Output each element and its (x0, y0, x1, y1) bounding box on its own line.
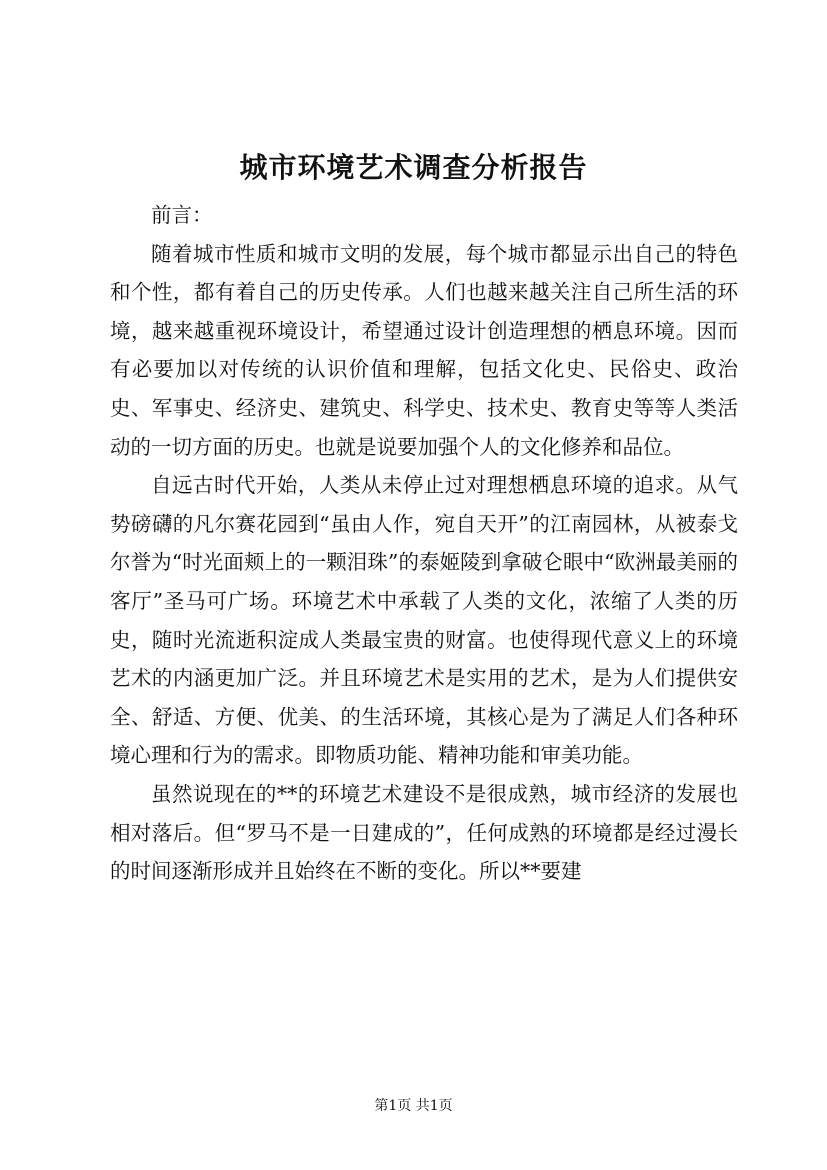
document-title: 城市环境艺术调查分析报告 (239, 151, 588, 184)
page-number-label: 第1页 共1页 (374, 1098, 453, 1114)
paragraph-preface-heading: 前言： (151, 203, 213, 227)
paragraph-2: 自远古时代开始，人类从未停止过对理想栖息环境的追求。从气势磅礴的凡尔赛花园到“虽由人作，宛自天开”的江南园林，从被泰戈尔誉为“时光面颊上的一颗泪珠”的泰姬陵到拿破仑眼中“欧洲最美丽的客厅”圣马可广场。环境艺术中承载了人类的文化，浓缩了人类的历史，随时光流逝积淀成人类最宝贵的财富。也使得现代意义上的环境艺术的内涵更加广泛。并且环境艺术是实用的艺术，是为人们提供安全、舒适、方便、优美、的生活环境，其核心是为了满足人们各种环境心理和行为的需求。即物质功能、精神功能和审美功能。 (110, 473, 738, 768)
paragraph-1: 随着城市性质和城市文明的发展，每个城市都显示出自己的特色和个性，都有着自己的历史传承。人们也越来越关注自己所生活的环境，越来越重视环境设计，希望通过设计创造理想的栖息环境。因而有必要加以对传统的认识价值和理解，包括文化史、民俗史、政治史、军事史、经济史、建筑史、科学史、技术史、教育史等等人类活动的一切方面的历史。也就是说要加强个人的文化修养和品位。 (110, 241, 738, 459)
document-body (110, 196, 738, 891)
page-footer (0, 1096, 827, 1116)
paragraph-3: 虽然说现在的**的环境艺术建设不是很成熟，城市经济的发展也相对落后。但“罗马不是一日建成的”，任何成熟的环境都是经过漫长的时间逐渐形成并且始终在不断的变化。所以**要建 (110, 781, 738, 884)
